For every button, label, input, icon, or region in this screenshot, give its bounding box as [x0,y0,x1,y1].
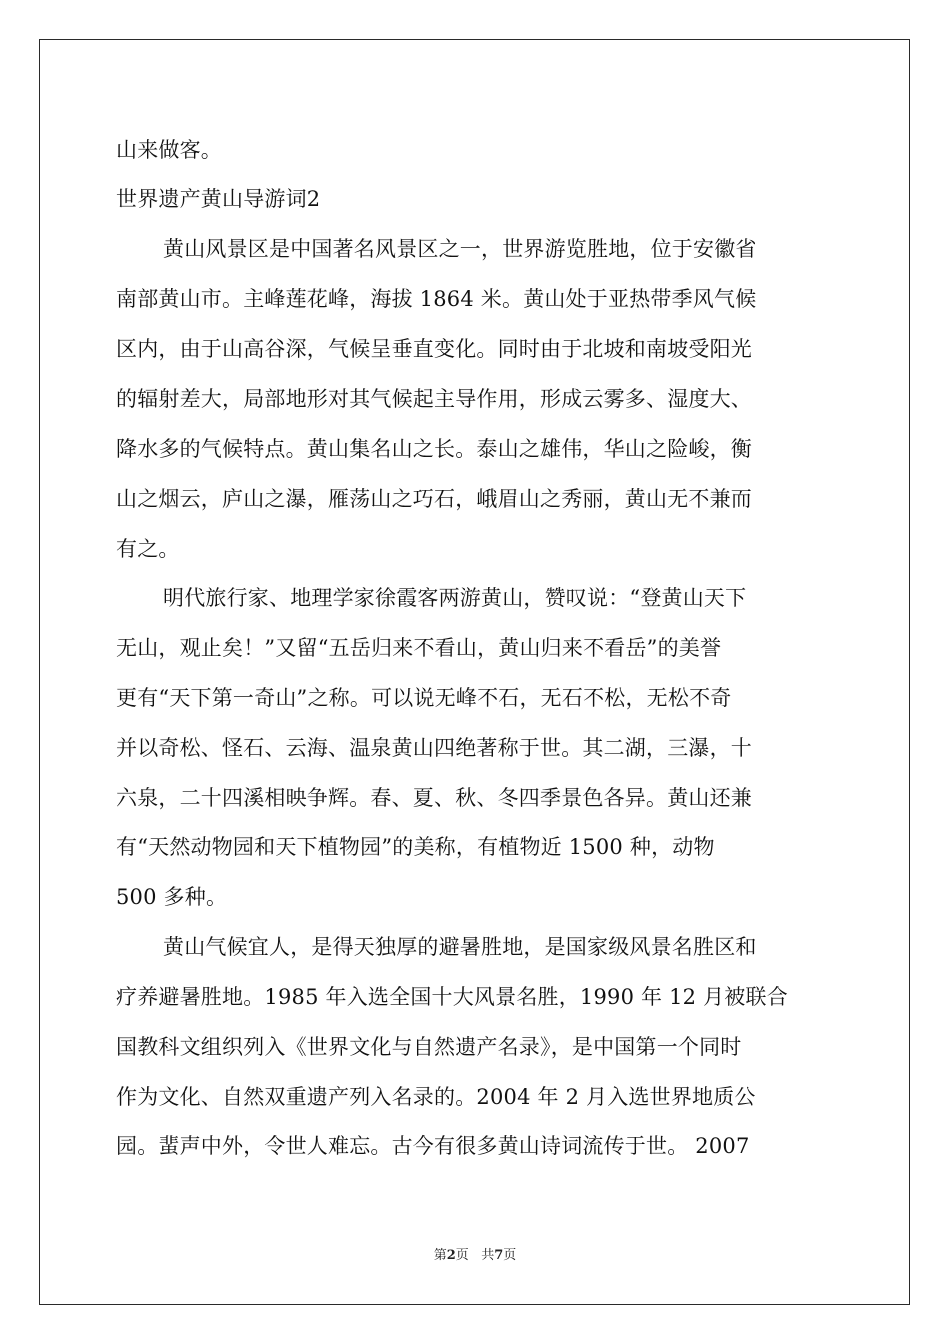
paragraph-line: 并以奇松、怪石、云海、温泉黄山四绝著称于世。其二湖，三瀑，十 [116,736,752,760]
paragraph-line: 六泉，二十四溪相映争辉。春、夏、秋、冬四季景色各异。黄山还兼 [116,786,752,810]
paragraph-line: 有之。 [116,537,180,561]
paragraph-line: 山之烟云，庐山之瀑，雁荡山之巧石，峨眉山之秀丽，黄山无不兼而 [116,487,752,511]
text-line: 山来做客。 [116,138,222,162]
paragraph-line: 黄山风景区是中国著名风景区之一，世界游览胜地，位于安徽省 [163,237,757,261]
paragraph-line: 黄山气候宜人，是得天独厚的避暑胜地，是国家级风景名胜区和 [163,935,757,959]
paragraph-line: 园。蜚声中外，令世人难忘。古今有很多黄山诗词流传于世。 2007 [116,1134,750,1158]
footer-total-suffix: 页 [503,1248,517,1263]
paragraph-line: 明代旅行家、地理学家徐霞客两游黄山，赞叹说：“登黄山天下 [163,586,747,610]
page-number: 2 [446,1248,456,1263]
paragraph-line: 国教科文组织列入《世界文化与自然遗产名录》，是中国第一个同时 [116,1035,742,1059]
paragraph-line: 降水多的气候特点。黄山集名山之长。泰山之雄伟，华山之险峻，衡 [116,437,752,461]
paragraph-line: 更有“天下第一奇山”之称。可以说无峰不石，无石不松，无松不奇 [116,686,732,710]
paragraph-line: 疗养避暑胜地。1985 年入选全国十大风景名胜，1990 年 12 月被联合 [116,985,788,1009]
footer-total-prefix: 共 [481,1248,495,1263]
footer-prefix: 第 [433,1248,447,1263]
page-footer [0,1247,950,1265]
paragraph-line: 作为文化、自然双重遗产列入名录的。2004 年 2 月入选世界地质公 [116,1085,756,1109]
paragraph-line: 南部黄山市。主峰莲花峰，海拔 1864 米。黄山处于亚热带季风气候 [116,287,757,311]
paragraph-line: 的辐射差大，局部地形对其气候起主导作用，形成云雾多、湿度大、 [116,387,752,411]
paragraph-line: 区内，由于山高谷深，气候呈垂直变化。同时由于北坡和南坡受阳光 [116,337,752,361]
paragraph-line: 有“天然动物园和天下植物园”的美称，有植物近 1500 种，动物 [116,835,715,859]
page-border [39,39,910,1305]
section-heading: 世界遗产黄山导游词2 [116,187,321,211]
total-pages: 7 [494,1248,504,1263]
footer-page-suffix: 页 [455,1248,469,1263]
paragraph-line: 无山，观止矣！”又留“五岳归来不看山，黄山归来不看岳”的美誉 [116,636,722,660]
paragraph-line: 500 多种。 [116,885,228,909]
